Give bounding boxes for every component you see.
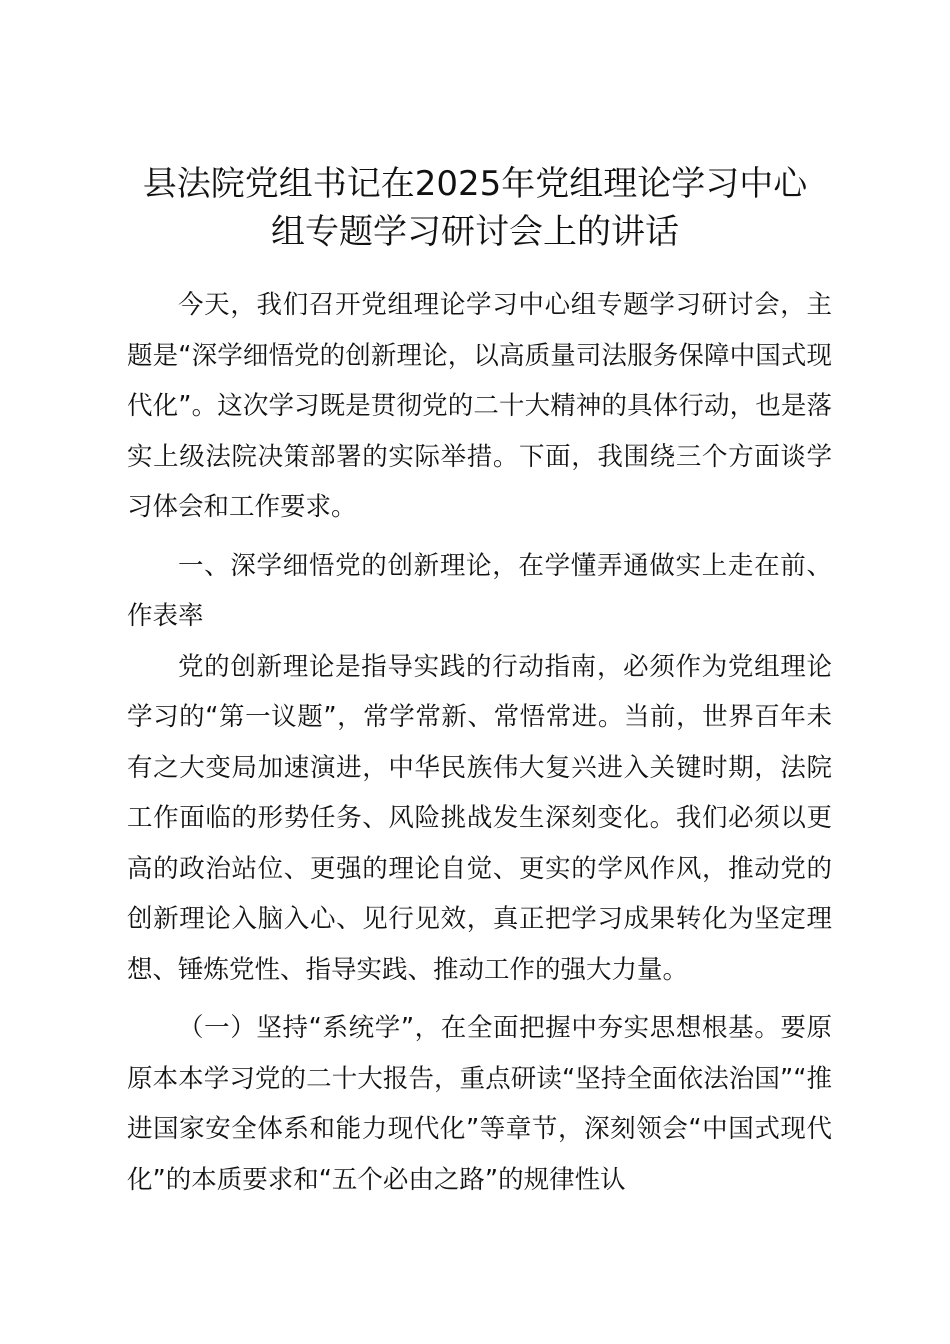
title-line-2: 组专题学习研讨会上的讲话 [271, 212, 679, 252]
body-paragraph: 党的创新理论是指导实践的行动指南，必须作为党组理论学习的“第一议题”，常学常新、常悟常进。当前，世界百年未有之大变局加速演进，中华民族伟大复兴进入关键时期，法院工作面临的形势任务、风险挑战发生深刻变化。我们必须以更高的政治站位、更强的理论自觉、更实的学风作风，推动党的创新理论入脑入心、见行见效，真正把学习成果转化为坚定理想、锤炼党性、指导实践、推动工作的强大力量。 [127, 651, 832, 985]
intro-paragraph: 今天，我们召开党组理论学习中心组专题学习研讨会，主题是“深学细悟党的创新理论，以高质量司法服务保障中国式现代化”。这次学习既是贯彻党的二十大精神的具体行动，也是落实上级法院决策部署的实际举措。下面，我围绕三个方面谈学习体会和工作要求。 [127, 290, 832, 522]
subsection-paragraph-1: （一）坚持“系统学”，在全面把握中夯实思想根基。要原原本本学习党的二十大报告，重点研读“坚持全面依法治国”“推进国家安全体系和能力现代化”等章节，深刻领会“中国式现代化”的本质要求和“五个必由之路”的规律性认 [127, 1013, 832, 1195]
document-body [127, 280, 832, 1205]
document-title [110, 160, 840, 256]
section-heading-1: 一、深学细悟党的创新理论，在学懂弄通做实上走在前、作表率 [127, 550, 832, 631]
title-line-1: 县法院党组书记在2025年党组理论学习中心 [142, 164, 808, 204]
